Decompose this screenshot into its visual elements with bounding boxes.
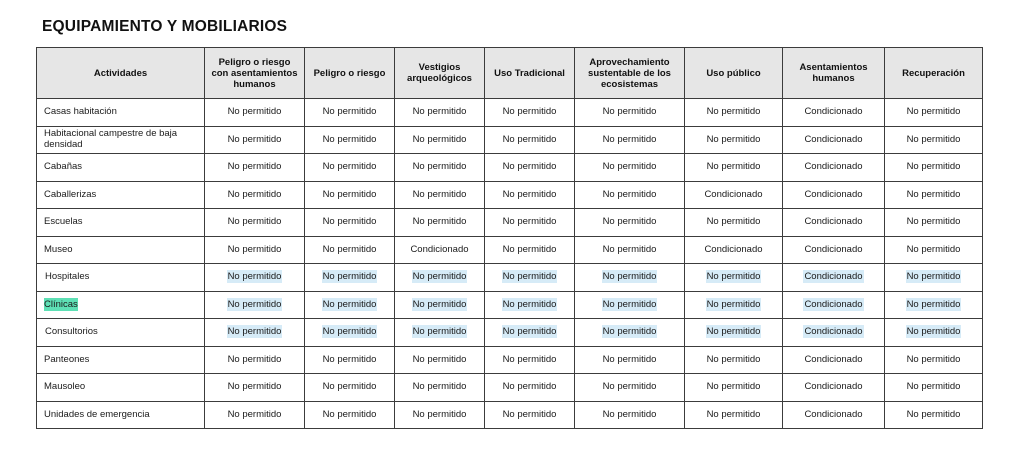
- status-value: No permitido: [706, 408, 761, 420]
- status-value: No permitido: [602, 326, 657, 337]
- status-cell: [485, 291, 575, 319]
- status-cell: [305, 181, 395, 209]
- document-title: EQUIPAMIENTO Y MOBILIARIOS: [42, 18, 288, 35]
- status-cell: [685, 291, 783, 319]
- status-cell: [885, 374, 983, 402]
- activity-label: Caballerizas: [44, 188, 97, 200]
- status-value: No permitido: [602, 216, 657, 227]
- status-value: No permitido: [706, 326, 761, 337]
- status-value: No permitido: [602, 353, 657, 365]
- status-cell: [685, 401, 783, 429]
- activity-cell: [37, 291, 205, 319]
- activity-cell: [37, 236, 205, 264]
- status-cell: [205, 99, 305, 127]
- status-value: No permitido: [322, 271, 377, 282]
- status-value: No permitido: [602, 243, 657, 255]
- status-cell: [485, 181, 575, 209]
- status-value: No permitido: [322, 133, 377, 145]
- status-cell: [395, 126, 485, 154]
- status-value: No permitido: [322, 161, 377, 172]
- table-row: [37, 319, 983, 347]
- status-cell: [395, 236, 485, 264]
- column-header-archaeological: Vestigios arqueológicos: [395, 48, 485, 99]
- status-cell: [783, 291, 885, 319]
- activity-cell: [37, 126, 205, 154]
- status-value: No permitido: [906, 161, 961, 172]
- status-value: No permitido: [602, 188, 657, 200]
- status-cell: [305, 209, 395, 237]
- status-cell: [305, 374, 395, 402]
- status-value: No permitido: [227, 353, 282, 365]
- status-value: No permitido: [906, 106, 961, 117]
- status-value: Condicionado: [804, 133, 863, 145]
- status-cell: [783, 401, 885, 429]
- table-row: [37, 346, 983, 374]
- activity-cell: [37, 99, 205, 127]
- status-value: Condicionado: [804, 381, 863, 392]
- table-row: [37, 401, 983, 429]
- status-value: No permitido: [906, 381, 961, 392]
- status-cell: [575, 346, 685, 374]
- status-cell: [685, 209, 783, 237]
- status-value: Condicionado: [704, 188, 763, 200]
- status-cell: [685, 319, 783, 347]
- activities-table: [36, 47, 983, 429]
- status-cell: [395, 401, 485, 429]
- status-value: No permitido: [227, 326, 282, 337]
- status-value: No permitido: [322, 298, 377, 310]
- status-cell: [885, 126, 983, 154]
- status-value: No permitido: [706, 271, 761, 282]
- status-cell: [575, 374, 685, 402]
- status-value: No permitido: [227, 243, 282, 255]
- status-cell: [783, 319, 885, 347]
- status-cell: [575, 319, 685, 347]
- status-cell: [783, 236, 885, 264]
- status-value: No permitido: [227, 106, 282, 117]
- table-row: [37, 291, 983, 319]
- status-cell: [205, 154, 305, 182]
- status-cell: [575, 181, 685, 209]
- status-cell: [783, 99, 885, 127]
- status-value: No permitido: [412, 188, 467, 200]
- status-cell: [685, 374, 783, 402]
- status-value: No permitido: [227, 408, 282, 420]
- status-cell: [305, 291, 395, 319]
- activity-cell: [37, 154, 205, 182]
- status-value: No permitido: [502, 353, 557, 365]
- status-cell: [395, 319, 485, 347]
- status-value: No permitido: [502, 408, 557, 420]
- column-header-sustainable-use: Aprovechamiento sustentable de los ecosistemas: [575, 48, 685, 99]
- status-cell: [395, 264, 485, 292]
- status-value: No permitido: [602, 298, 657, 310]
- status-value: No permitido: [706, 353, 761, 365]
- status-value: No permitido: [706, 381, 761, 392]
- status-value: No permitido: [502, 161, 557, 172]
- status-cell: [205, 181, 305, 209]
- status-value: No permitido: [412, 133, 467, 145]
- status-value: Condicionado: [410, 243, 469, 255]
- status-cell: [575, 264, 685, 292]
- status-value: No permitido: [502, 188, 557, 200]
- status-cell: [685, 236, 783, 264]
- status-value: No permitido: [502, 106, 557, 117]
- activity-label: Consultorios: [45, 326, 98, 337]
- status-cell: [305, 154, 395, 182]
- status-cell: [575, 209, 685, 237]
- status-value: No permitido: [502, 133, 557, 145]
- status-value: No permitido: [906, 353, 961, 365]
- status-cell: [885, 401, 983, 429]
- status-value: Condicionado: [804, 161, 863, 172]
- status-cell: [305, 126, 395, 154]
- status-cell: [885, 291, 983, 319]
- status-cell: [885, 154, 983, 182]
- status-value: Condicionado: [804, 326, 863, 337]
- status-value: No permitido: [706, 216, 761, 227]
- table-body: [37, 99, 983, 429]
- status-value: No permitido: [412, 326, 467, 337]
- column-header-activities: Actividades: [37, 48, 205, 99]
- status-value: No permitido: [322, 326, 377, 337]
- activity-label: Escuelas: [44, 216, 83, 227]
- status-cell: [485, 99, 575, 127]
- status-cell: [685, 154, 783, 182]
- status-cell: [783, 264, 885, 292]
- status-value: No permitido: [502, 243, 557, 255]
- status-value: Condicionado: [804, 216, 863, 227]
- status-cell: [205, 346, 305, 374]
- status-value: No permitido: [602, 161, 657, 172]
- status-cell: [485, 319, 575, 347]
- status-value: No permitido: [227, 188, 282, 200]
- activity-cell: [37, 346, 205, 374]
- status-value: No permitido: [412, 353, 467, 365]
- status-value: Condicionado: [804, 243, 863, 255]
- status-value: No permitido: [502, 298, 557, 310]
- status-cell: [485, 264, 575, 292]
- activity-cell: [37, 209, 205, 237]
- activity-label: Casas habitación: [44, 106, 117, 117]
- status-value: No permitido: [322, 353, 377, 365]
- status-cell: [575, 401, 685, 429]
- status-value: No permitido: [706, 133, 761, 145]
- status-value: No permitido: [906, 408, 961, 420]
- status-cell: [395, 181, 485, 209]
- status-cell: [885, 319, 983, 347]
- column-header-traditional-use: Uso Tradicional: [485, 48, 575, 99]
- status-cell: [685, 181, 783, 209]
- status-cell: [885, 264, 983, 292]
- status-value: No permitido: [906, 216, 961, 227]
- status-cell: [685, 264, 783, 292]
- status-value: No permitido: [706, 106, 761, 117]
- status-cell: [395, 346, 485, 374]
- status-value: No permitido: [602, 408, 657, 420]
- status-cell: [783, 126, 885, 154]
- status-value: No permitido: [706, 298, 761, 310]
- status-value: No permitido: [227, 161, 282, 172]
- status-value: No permitido: [227, 298, 282, 310]
- status-value: No permitido: [906, 326, 961, 337]
- status-value: No permitido: [412, 271, 467, 282]
- status-cell: [305, 401, 395, 429]
- table-row: [37, 264, 983, 292]
- status-cell: [885, 346, 983, 374]
- status-cell: [575, 126, 685, 154]
- status-cell: [885, 236, 983, 264]
- status-cell: [685, 126, 783, 154]
- column-header-human-settlements: Asentamientos humanos: [783, 48, 885, 99]
- status-cell: [205, 401, 305, 429]
- activity-label: Unidades de emergencia: [44, 408, 150, 420]
- status-cell: [395, 154, 485, 182]
- table-row: [37, 99, 983, 127]
- status-value: No permitido: [906, 271, 961, 282]
- activity-label: Museo: [44, 243, 73, 255]
- status-value: No permitido: [227, 381, 282, 392]
- status-value: No permitido: [322, 243, 377, 255]
- activity-label: Panteones: [44, 353, 90, 365]
- activity-label: Clínicas: [44, 298, 78, 310]
- status-cell: [485, 209, 575, 237]
- status-value: Condicionado: [804, 298, 863, 310]
- status-cell: [205, 291, 305, 319]
- status-value: No permitido: [412, 298, 467, 310]
- status-cell: [205, 374, 305, 402]
- activity-label: Hospitales: [45, 271, 90, 282]
- status-cell: [783, 209, 885, 237]
- status-cell: [305, 346, 395, 374]
- status-value: No permitido: [502, 381, 557, 392]
- status-cell: [685, 99, 783, 127]
- status-value: No permitido: [502, 271, 557, 282]
- status-cell: [485, 374, 575, 402]
- status-cell: [885, 209, 983, 237]
- status-value: No permitido: [502, 216, 557, 227]
- activity-label: Habitacional campestre de baja densidad: [44, 128, 178, 150]
- status-value: No permitido: [412, 381, 467, 392]
- status-cell: [885, 181, 983, 209]
- status-value: No permitido: [322, 216, 377, 227]
- status-cell: [205, 264, 305, 292]
- status-value: No permitido: [322, 381, 377, 392]
- status-cell: [485, 126, 575, 154]
- status-cell: [305, 99, 395, 127]
- table-row: [37, 374, 983, 402]
- status-cell: [205, 319, 305, 347]
- column-header-public-use: Uso público: [685, 48, 783, 99]
- activity-label: Mausoleo: [44, 381, 86, 392]
- status-value: Condicionado: [804, 408, 863, 420]
- table-header-row: [37, 48, 983, 99]
- status-value: No permitido: [227, 133, 282, 145]
- status-cell: [575, 236, 685, 264]
- activity-cell: [37, 319, 205, 347]
- status-cell: [885, 99, 983, 127]
- status-value: No permitido: [412, 161, 467, 172]
- status-cell: [485, 346, 575, 374]
- status-cell: [305, 264, 395, 292]
- status-value: No permitido: [412, 408, 467, 420]
- status-cell: [575, 154, 685, 182]
- status-cell: [395, 209, 485, 237]
- status-value: No permitido: [412, 216, 467, 227]
- status-value: No permitido: [322, 106, 377, 117]
- status-cell: [485, 236, 575, 264]
- status-cell: [783, 181, 885, 209]
- activity-cell: [37, 374, 205, 402]
- status-value: No permitido: [227, 216, 282, 227]
- status-value: No permitido: [602, 133, 657, 145]
- activity-cell: [37, 181, 205, 209]
- status-value: No permitido: [412, 106, 467, 117]
- status-cell: [205, 209, 305, 237]
- status-value: No permitido: [706, 161, 761, 172]
- status-value: No permitido: [602, 381, 657, 392]
- table-row: [37, 209, 983, 237]
- status-cell: [685, 346, 783, 374]
- status-cell: [395, 99, 485, 127]
- status-cell: [395, 291, 485, 319]
- status-cell: [305, 236, 395, 264]
- status-cell: [205, 236, 305, 264]
- status-value: No permitido: [906, 298, 961, 310]
- status-cell: [783, 374, 885, 402]
- activity-cell: [37, 401, 205, 429]
- status-value: Condicionado: [804, 188, 863, 200]
- status-cell: [575, 291, 685, 319]
- status-value: No permitido: [906, 133, 961, 145]
- status-cell: [395, 374, 485, 402]
- status-cell: [575, 99, 685, 127]
- status-cell: [205, 126, 305, 154]
- status-cell: [783, 154, 885, 182]
- status-cell: [305, 319, 395, 347]
- activity-label: Cabañas: [44, 161, 83, 172]
- status-value: Condicionado: [804, 353, 863, 365]
- status-value: No permitido: [322, 408, 377, 420]
- status-value: No permitido: [906, 188, 961, 200]
- table-row: [37, 126, 983, 154]
- status-value: No permitido: [227, 271, 282, 282]
- status-value: Condicionado: [804, 271, 863, 282]
- status-value: Condicionado: [804, 106, 863, 117]
- status-cell: [783, 346, 885, 374]
- column-header-risk-with-settlements: Peligro o riesgo con asentamientos humanos: [205, 48, 305, 99]
- status-value: Condicionado: [704, 243, 763, 255]
- status-cell: [485, 154, 575, 182]
- column-header-recovery: Recuperación: [885, 48, 983, 99]
- status-cell: [485, 401, 575, 429]
- table-row: [37, 181, 983, 209]
- table-row: [37, 154, 983, 182]
- status-value: No permitido: [502, 326, 557, 337]
- column-header-risk: Peligro o riesgo: [305, 48, 395, 99]
- activity-cell: [37, 264, 205, 292]
- status-value: No permitido: [602, 271, 657, 282]
- table-row: [37, 236, 983, 264]
- status-value: No permitido: [602, 106, 657, 117]
- status-value: No permitido: [906, 243, 961, 255]
- status-value: No permitido: [322, 188, 377, 200]
